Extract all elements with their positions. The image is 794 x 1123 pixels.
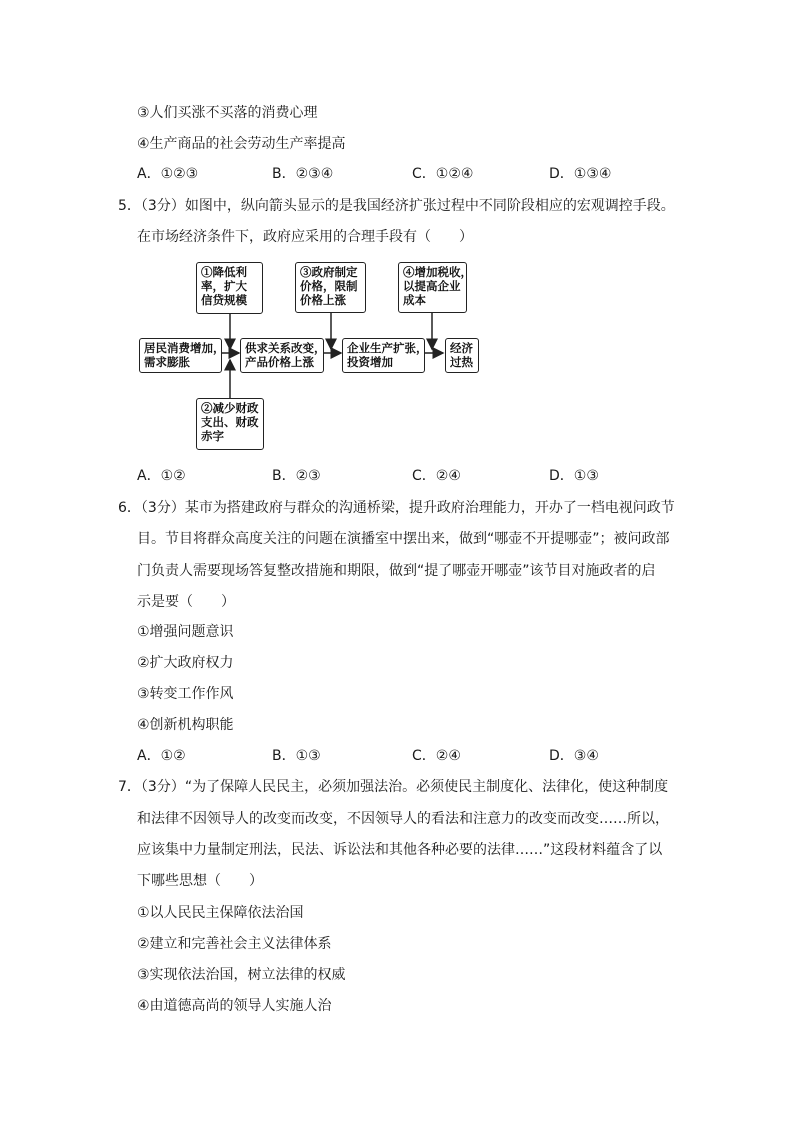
q6-option-b[interactable]: B．①③ — [272, 748, 321, 764]
measure-1-line: ①降低利 — [201, 265, 247, 279]
q4-item-3: ③人们买涨不买落的消费心理 — [137, 105, 318, 121]
stage-3-box — [342, 338, 428, 373]
q5-option-c[interactable]: C．②④ — [412, 468, 461, 484]
measure-2-line: 赤字 — [201, 429, 224, 443]
q7-stem-line-2: 和法律不因领导人的改变而改变，不因领导人的看法和注意力的改变而改变……所以， — [137, 811, 669, 827]
q4-option-c[interactable]: C．①②④ — [412, 166, 474, 182]
q6-item-3: ③转变工作作风 — [137, 686, 234, 702]
stage-2-line: 产品价格上涨 — [245, 355, 314, 369]
measure-1-box — [196, 262, 263, 314]
stage-4-line: 经济 — [450, 341, 473, 355]
stage-3-line: 企业生产扩张， — [347, 341, 428, 355]
measure-2-line: ②减少财政 — [201, 401, 259, 415]
measure-1-line: 率，扩大 — [201, 279, 247, 293]
diagram-arrows — [0, 0, 794, 460]
q7-stem-line-4: 下哪些思想（ ） — [137, 873, 263, 889]
q6-stem-line-4: 示是要（ ） — [137, 594, 235, 610]
q7-item-2: ②建立和完善社会主义法律体系 — [137, 936, 332, 952]
measure-4-line: ④增加税收， — [403, 265, 472, 279]
stage-2-line: 供求关系改变， — [245, 341, 326, 355]
q6-item-2: ②扩大政府权力 — [137, 655, 234, 671]
stage-3-line: 投资增加 — [347, 355, 393, 369]
q4-item-4: ④生产商品的社会劳动生产率提高 — [137, 136, 346, 152]
q6-option-c[interactable]: C．②④ — [412, 748, 461, 764]
q4-option-a[interactable]: A．①②③ — [137, 166, 199, 182]
q5-stem-line-2: 在市场经济条件下，政府应采用的合理手段有（ ） — [137, 229, 473, 245]
measure-3-box — [295, 262, 366, 313]
stage-2-box — [240, 338, 324, 373]
q6-option-d[interactable]: D．③④ — [549, 748, 599, 764]
q7-item-3: ③实现依法治国，树立法律的权威 — [137, 967, 346, 983]
q7-stem-line-1: 7．（3分）“为了保障人民民主，必须加强法治。必须使民主制度化、法律化，使这种制度 — [118, 779, 669, 795]
q6-stem-line-3: 门负责人需要现场答复整改措施和期限，做到“提了哪壶开哪壶”该节目对施政者的启 — [137, 563, 656, 579]
q7-item-4: ④由道德高尚的领导人实施人治 — [137, 998, 332, 1014]
measure-3-line: 价格上涨 — [300, 293, 346, 307]
measure-2-box — [196, 398, 264, 450]
q5-stem-line-1: 5．（3分）如图中，纵向箭头显示的是我国经济扩张过程中不同阶段相应的宏观调控手段。 — [118, 198, 675, 214]
measure-4-line: 成本 — [403, 293, 426, 307]
q7-stem-line-3: 应该集中力量制定刑法，民法、诉讼法和其他各种必要的法律……”这段材料蕴含了以 — [137, 842, 663, 858]
q5-option-a[interactable]: A．①② — [137, 468, 186, 484]
q5-option-b[interactable]: B．②③ — [272, 468, 321, 484]
q6-stem-line-1: 6．（3分）某市为搭建政府与群众的沟通桥梁，提升政府治理能力，开办了一档电视问政节 — [118, 500, 675, 516]
q4-option-d[interactable]: D．①③④ — [549, 166, 612, 182]
q6-item-4: ④创新机构职能 — [137, 717, 234, 733]
measure-2-line: 支出、财政 — [201, 415, 259, 429]
q6-option-a[interactable]: A．①② — [137, 748, 186, 764]
stage-1-line: 居民消费增加， — [144, 341, 225, 355]
q7-item-1: ①以人民民主保障依法治国 — [137, 905, 304, 921]
stage-1-line: 需求膨胀 — [144, 355, 190, 369]
measure-1-line: 信贷规模 — [201, 293, 247, 307]
stage-4-box — [445, 338, 479, 373]
stage-4-line: 过热 — [450, 355, 473, 369]
stage-1-box — [139, 338, 225, 373]
q6-item-1: ①增强问题意识 — [137, 624, 234, 640]
measure-3-line: 价格，限制 — [300, 279, 358, 293]
q4-option-b[interactable]: B．②③④ — [272, 166, 334, 182]
measure-4-line: 以提高企业 — [403, 279, 461, 293]
measure-4-box — [398, 262, 472, 313]
measure-3-line: ③政府制定 — [300, 265, 358, 279]
q6-stem-line-2: 目。节目将群众高度关注的问题在演播室中摆出来，做到“哪壶不开提哪壶”；被问政部 — [137, 531, 670, 547]
q5-option-d[interactable]: D．①③ — [549, 468, 599, 484]
